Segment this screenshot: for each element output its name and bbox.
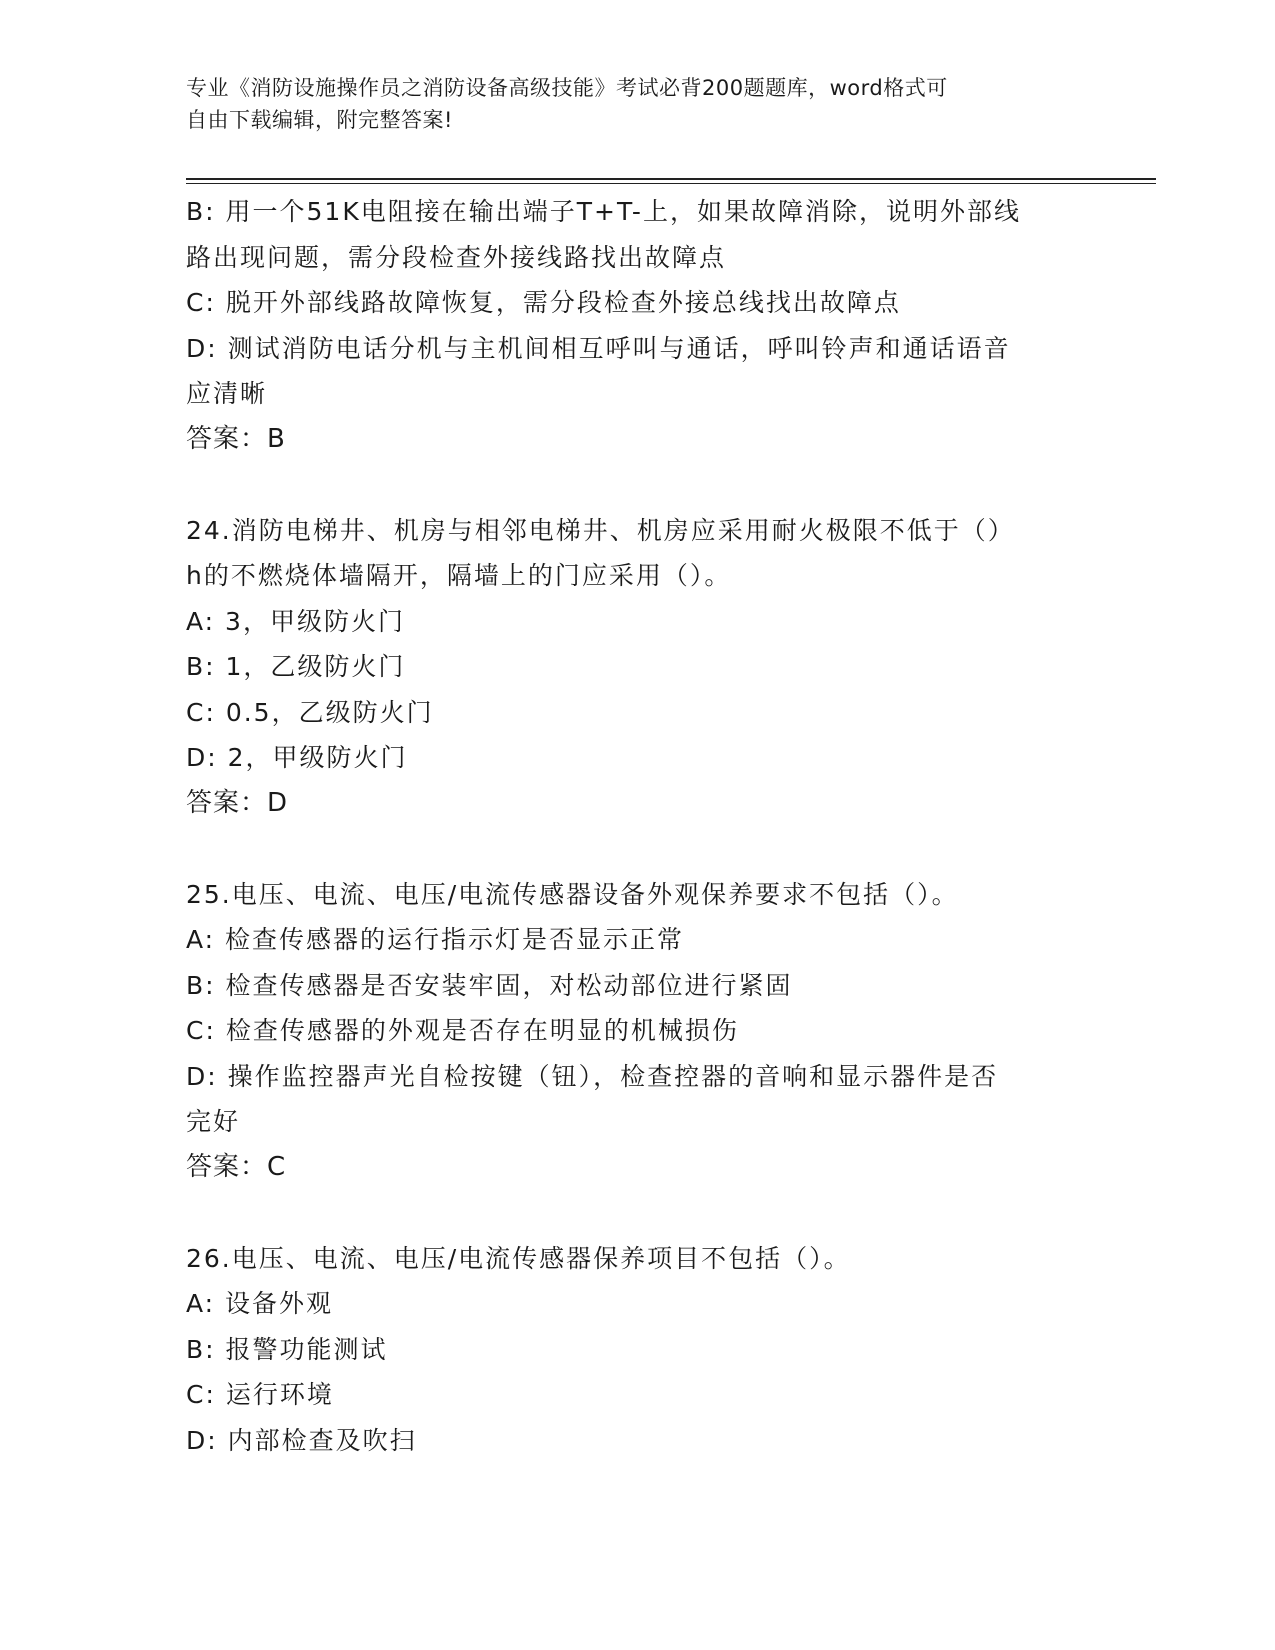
- answer: 答案：B: [186, 423, 286, 454]
- header-divider-thin: [186, 183, 1156, 184]
- option-b: B: 报警功能测试: [186, 1334, 388, 1364]
- spacer: [186, 826, 1081, 872]
- option-a: A: 3，甲级防火门: [186, 606, 405, 636]
- question-24: [186, 508, 1081, 827]
- option-c: C: 运行环境: [186, 1380, 334, 1409]
- question-stem: 24.消防电梯井、机房与相邻电梯井、机房应采用耐火极限不低于（）: [186, 515, 1015, 545]
- question-stem: 26.电压、电流、电压/电流传感器保养项目不包括（）。: [186, 1243, 851, 1273]
- spacer: [186, 462, 1081, 508]
- option-c: C: 脱开外部线路故障恢复，需分段检查外接总线找出故障点: [186, 288, 901, 317]
- option-d-continued: 完好: [186, 1107, 241, 1136]
- option-d: D: 操作监控器声光自检按键（钮），检查控器的音响和显示器件是否: [186, 1061, 999, 1091]
- question-25: [186, 872, 1081, 1191]
- option-d: D: 2，甲级防火门: [186, 743, 408, 772]
- document-header: [186, 72, 1066, 136]
- header-line-1: 专业《消防设施操作员之消防设备高级技能》考试必背200题题库，word格式可: [186, 76, 948, 100]
- question-23-tail: [186, 189, 1081, 462]
- option-c: C: 检查传感器的外观是否存在明显的机械损伤: [186, 1016, 739, 1045]
- answer: 答案：D: [186, 787, 289, 818]
- option-b: B: 用一个51K电阻接在输出端子T+T-上，如果故障消除，说明外部线: [186, 197, 1021, 226]
- option-d: D: 测试消防电话分机与主机间相互呼叫与通话，呼叫铃声和通话语音: [186, 333, 1011, 363]
- option-b: B: 检查传感器是否安装牢固，对松动部位进行紧固: [186, 970, 793, 1000]
- header-line-2: 自由下载编辑，附完整答案!: [186, 108, 453, 132]
- option-b-continued: 路出现问题，需分段检查外接线路找出故障点: [186, 242, 727, 272]
- spacer: [186, 1190, 1081, 1236]
- header-divider-thick: [186, 178, 1156, 180]
- question-stem: 25.电压、电流、电压/电流传感器设备外观保养要求不包括（）。: [186, 879, 959, 909]
- option-d-continued: 应清晰: [186, 379, 268, 408]
- option-a: A: 设备外观: [186, 1289, 334, 1318]
- option-b: B: 1，乙级防火门: [186, 652, 406, 681]
- question-26: [186, 1236, 1081, 1464]
- question-stem-continued: h的不燃烧体墙隔开，隔墙上的门应采用（）。: [186, 561, 732, 590]
- option-c: C: 0.5，乙级防火门: [186, 697, 434, 727]
- answer: 答案：C: [186, 1151, 287, 1182]
- option-a: A: 检查传感器的运行指示灯是否显示正常: [186, 925, 685, 954]
- question-list: [186, 189, 1081, 1463]
- option-d: D: 内部检查及吹扫: [186, 1425, 417, 1455]
